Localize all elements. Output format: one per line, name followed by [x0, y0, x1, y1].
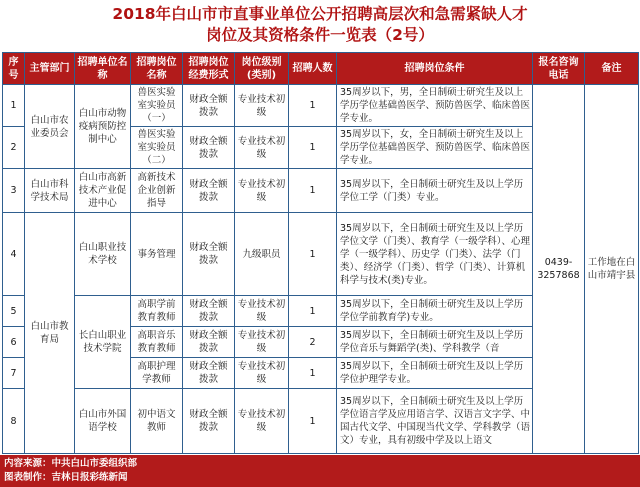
table-header-row — [3, 53, 639, 85]
cell-unit: 白山职业技术学校 — [75, 213, 131, 296]
cell-seq: 8 — [3, 389, 25, 454]
header-seq: 序号 — [3, 53, 25, 85]
cell-funding: 财政全额拨款 — [183, 358, 235, 389]
cell-category: 九级职员 — [235, 213, 289, 296]
cell-funding: 财政全额拨款 — [183, 169, 235, 213]
header-dept: 主管部门 — [25, 53, 75, 85]
cell-post: 初中语文教师 — [131, 389, 183, 454]
title-line-2: 岗位及其资格条件一览表（2号） — [206, 26, 434, 44]
cell-seq: 3 — [3, 169, 25, 213]
cell-requirements: 35周岁以下，全日制硕士研究生及以上学历学位文学（门类）、教育学（一级学科）、心理学（一级学科）、历史学（门类）、法学（门类）、经济学（门类）、哲学（门类）、计算机科学与技术(类)专业。 — [337, 213, 533, 296]
cell-category: 专业技术初级 — [235, 358, 289, 389]
table-row — [3, 85, 639, 127]
cell-unit: 白山市高新技术产业促进中心 — [75, 169, 131, 213]
cell-funding: 财政全额拨款 — [183, 389, 235, 454]
cell-category: 专业技术初级 — [235, 127, 289, 169]
cell-unit: 白山市外国语学校 — [75, 389, 131, 454]
cell-requirements: 35周岁以下，女，全日制硕士研究生及以上学历学位基础兽医学、预防兽医学、临床兽医学专业。 — [337, 127, 533, 169]
cell-count: 1 — [289, 127, 337, 169]
cell-post: 兽医实验室实验员（二） — [131, 127, 183, 169]
header-note: 备注 — [585, 53, 639, 85]
cell-category: 专业技术初级 — [235, 296, 289, 327]
cell-requirements: 35周岁以下，全日制硕士研究生及以上学历学位护理学专业。 — [337, 358, 533, 389]
page-title — [0, 4, 640, 46]
footer-source: 内容来源：中共白山市委组织部 — [4, 458, 138, 469]
cell-count: 1 — [289, 85, 337, 127]
cell-requirements: 35周岁以下，男，全日制硕士研究生及以上学历学位基础兽医学、预防兽医学、临床兽医学专业。 — [337, 85, 533, 127]
cell-count: 1 — [289, 389, 337, 454]
header-funding: 招聘岗位经费形式 — [183, 53, 235, 85]
cell-post: 高职护理学教师 — [131, 358, 183, 389]
cell-funding: 财政全额拨款 — [183, 296, 235, 327]
cell-seq: 4 — [3, 213, 25, 296]
header-post: 招聘岗位名称 — [131, 53, 183, 85]
cell-requirements: 35周岁以下，全日制硕士研究生及以上学历学位音乐与舞蹈学(类)、学科教学（音 — [337, 327, 533, 358]
footer-producer: 图表制作：吉林日报彩练新闻 — [4, 472, 128, 483]
footer-credits — [0, 455, 640, 487]
cell-category: 专业技术初级 — [235, 85, 289, 127]
cell-count: 1 — [289, 296, 337, 327]
cell-note: 工作地在白山市靖宇县 — [585, 85, 639, 454]
cell-funding: 财政全额拨款 — [183, 213, 235, 296]
cell-dept: 白山市科学技术局 — [25, 169, 75, 213]
cell-category: 专业技术初级 — [235, 389, 289, 454]
cell-requirements: 35周岁以下，全日制硕士研究生及以上学历学位语言学及应用语言学、汉语言文字学、中国古代文学、中国现当代文学、学科教学（语文）专业，具有初级中学及以上语文 — [337, 389, 533, 454]
positions-table — [2, 52, 639, 454]
cell-category: 专业技术初级 — [235, 169, 289, 213]
cell-requirements: 35周岁以下，全日制硕士研究生及以上学历学位学前教育学)专业。 — [337, 296, 533, 327]
cell-seq: 1 — [3, 85, 25, 127]
header-count: 招聘人数 — [289, 53, 337, 85]
header-category: 岗位级别(类别) — [235, 53, 289, 85]
cell-post: 高职音乐教育教师 — [131, 327, 183, 358]
title-line-1: 2018年白山市市直事业单位公开招聘高层次和急需紧缺人才 — [112, 5, 528, 23]
cell-funding: 财政全额拨款 — [183, 85, 235, 127]
cell-unit: 白山市动物疫病预防控制中心 — [75, 85, 131, 169]
cell-dept: 白山市农业委员会 — [25, 85, 75, 169]
cell-seq: 2 — [3, 127, 25, 169]
cell-post: 高新技术企业创新指导 — [131, 169, 183, 213]
cell-seq: 5 — [3, 296, 25, 327]
cell-funding: 财政全额拨款 — [183, 127, 235, 169]
cell-count: 2 — [289, 327, 337, 358]
cell-category: 专业技术初级 — [235, 327, 289, 358]
header-phone: 报名咨询电话 — [533, 53, 585, 85]
cell-phone: 0439-3257868 — [533, 85, 585, 454]
cell-seq: 7 — [3, 358, 25, 389]
cell-funding: 财政全额拨款 — [183, 327, 235, 358]
cell-count: 1 — [289, 169, 337, 213]
cell-count: 1 — [289, 213, 337, 296]
cell-post: 事务管理 — [131, 213, 183, 296]
header-unit: 招聘单位名称 — [75, 53, 131, 85]
cell-post: 高职学前教育教师 — [131, 296, 183, 327]
cell-unit: 长白山职业技术学院 — [75, 296, 131, 389]
header-requirements: 招聘岗位条件 — [337, 53, 533, 85]
cell-seq: 6 — [3, 327, 25, 358]
cell-requirements: 35周岁以下，全日制硕士研究生及以上学历学位工学（门类）专业。 — [337, 169, 533, 213]
cell-count: 1 — [289, 358, 337, 389]
cell-post: 兽医实验室实验员（一） — [131, 85, 183, 127]
cell-dept: 白山市教育局 — [25, 213, 75, 454]
